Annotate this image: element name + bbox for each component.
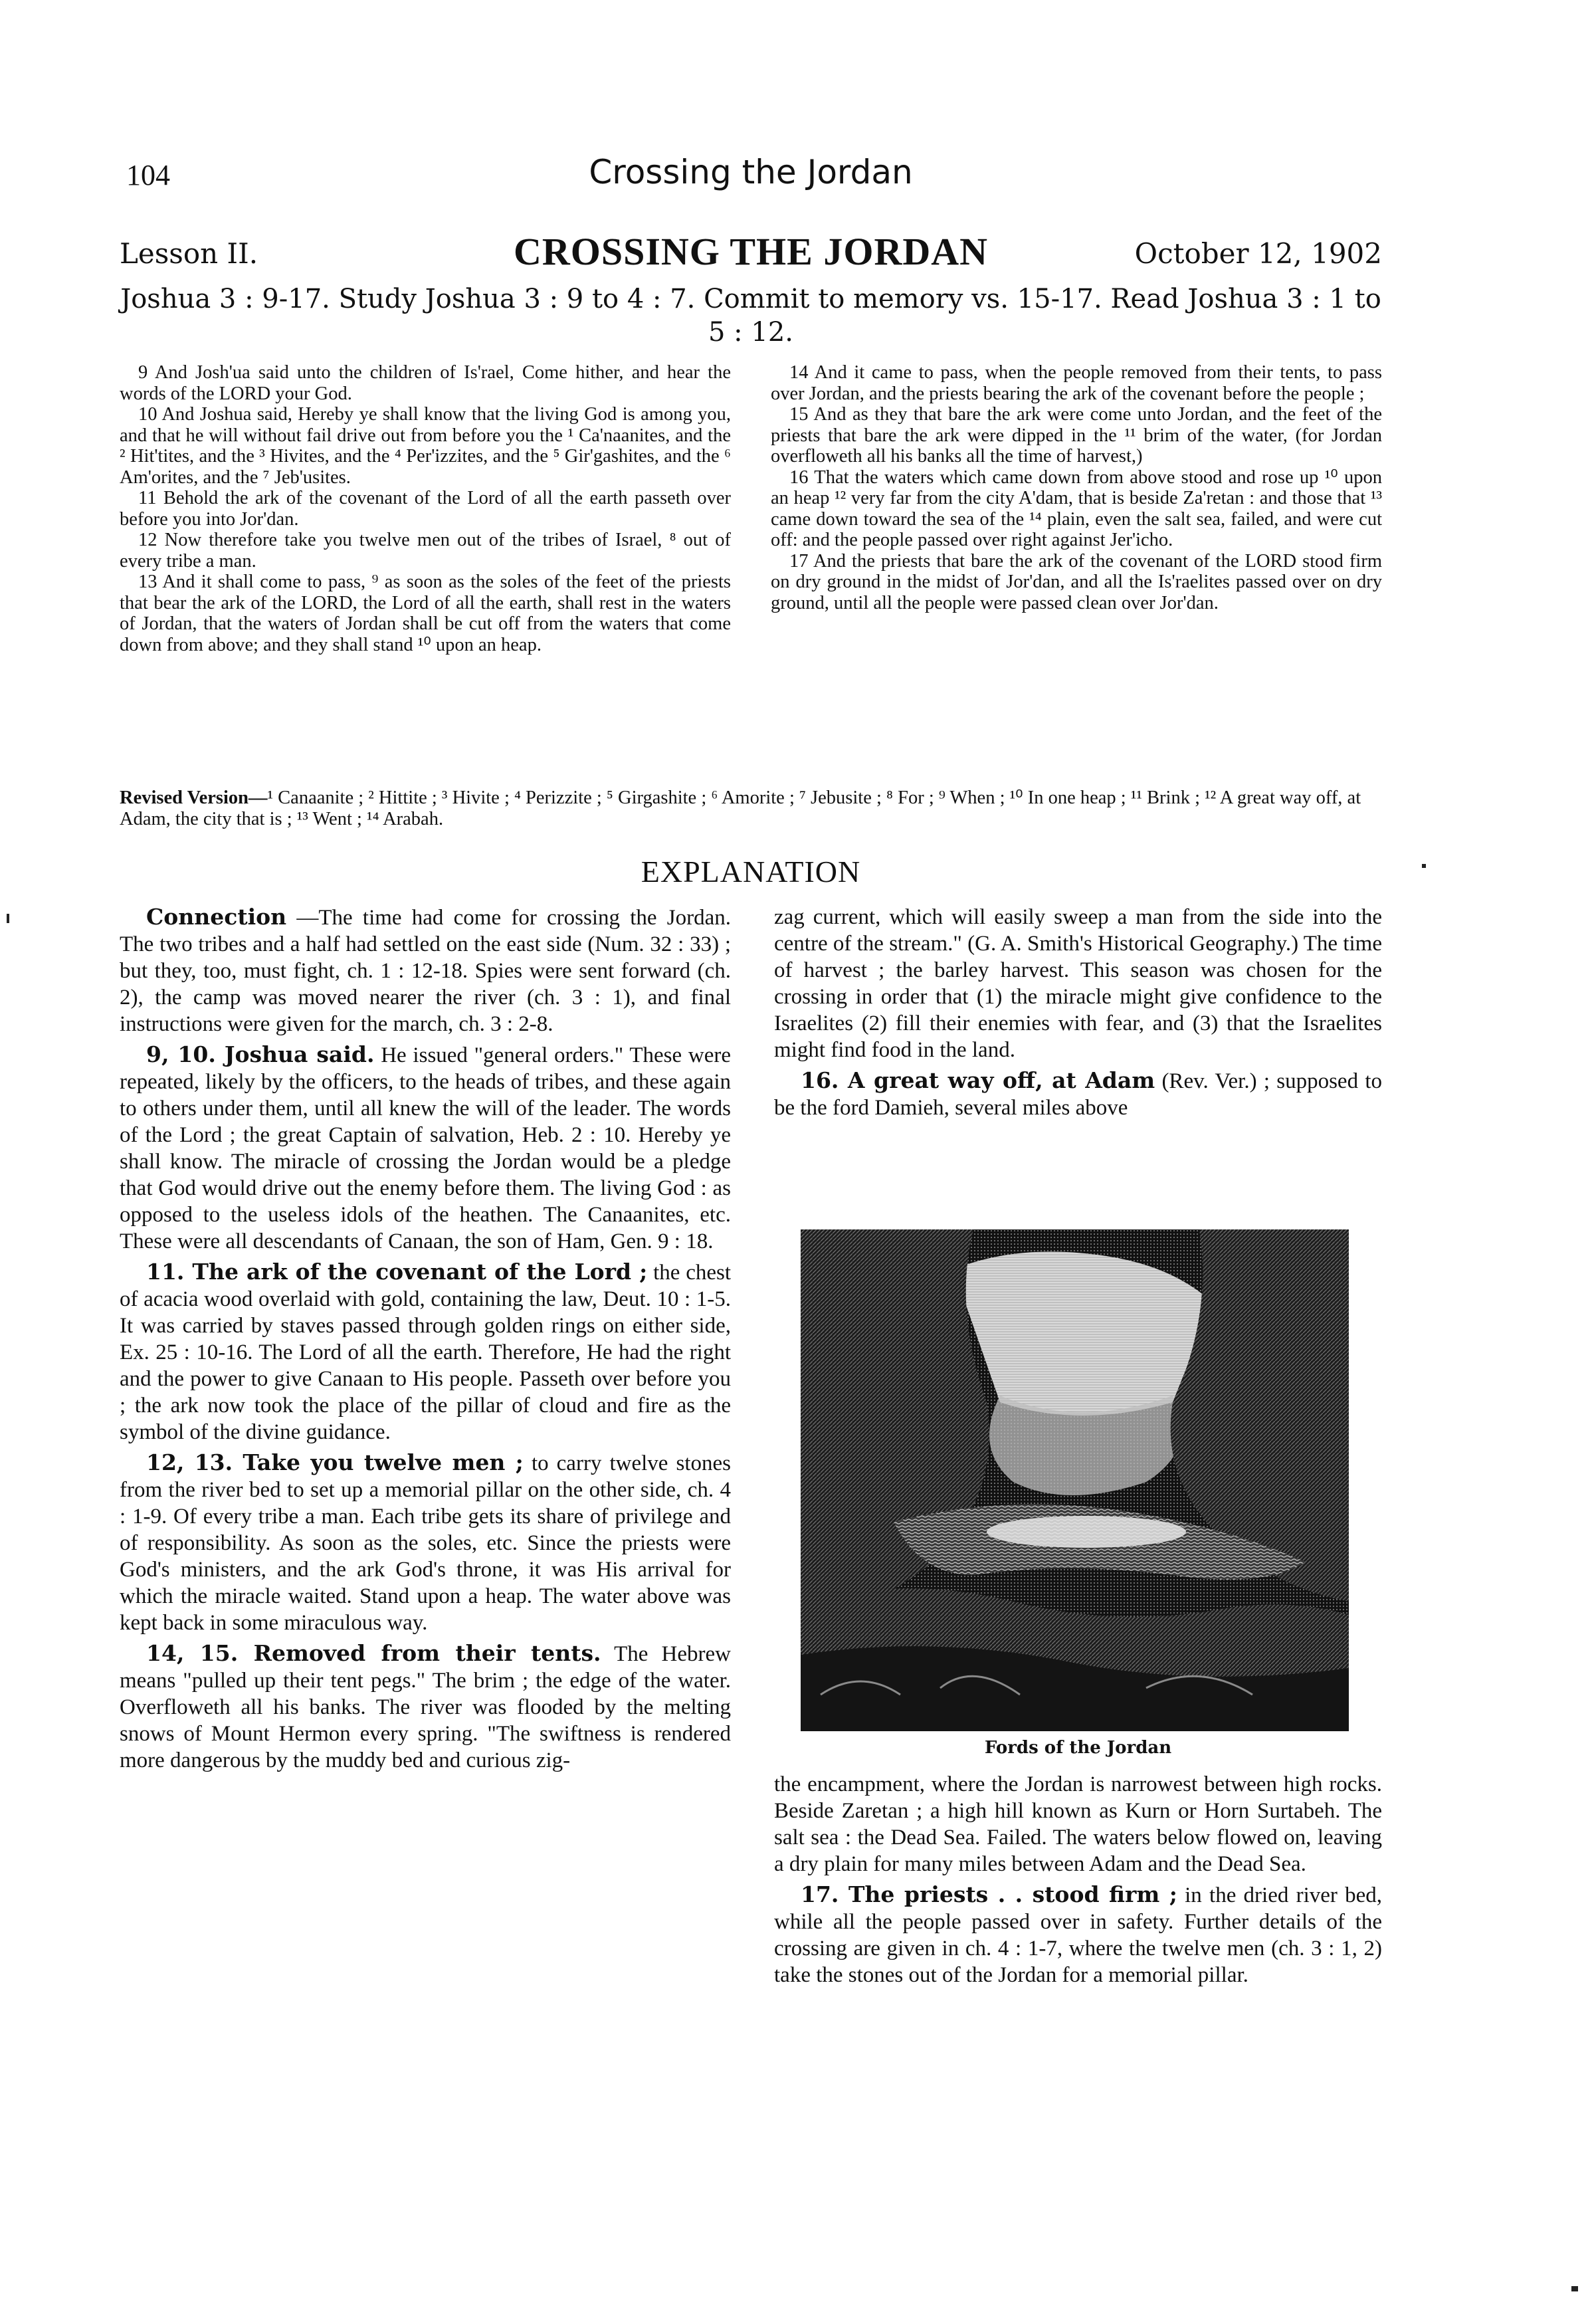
paragraph-lead: 12, 13. Take you twelve men ; — [146, 1449, 524, 1475]
explanation-paragraph — [774, 904, 1382, 1063]
paragraph-text: to carry twelve stones from the river bed to set up a memorial pillar on the other side, ch. 4 : 1-9. Of every tribe a man. Each tribe gets its share of privilege and of responsibility. As soon as the soles, etc. Since the priests were God's ministers, and the ark God's throne, it was His arrival for which the miracle waited. Stand upon a heap. The water above was kept back in some miraculous way. — [120, 1451, 732, 1635]
running-head — [120, 153, 1382, 199]
verse: 9 And Josh'ua said unto the children of Is'rael, Come hither, and hear the words of the LORD your God. — [120, 362, 731, 404]
explanation-paragraph — [120, 1041, 731, 1255]
explanation-column-right-bottom — [774, 1771, 1382, 1992]
paragraph-text: the encampment, where the Jordan is narrowest between high rocks. Beside Zaretan ; a high hill known as Kurn or Horn Surtabeh. The salt sea : the Dead Sea. Failed. The waters below flowed on, leaving a dry plain for many miles between Adam and the Dead Sea. — [774, 1772, 1382, 1876]
scan-speck — [1571, 2286, 1578, 2291]
verse: 14 And it came to pass, when the people removed from their tents, to pass over Jordan, and the priests bearing the ark of the covenant before the people ; — [771, 362, 1382, 404]
explanation-column-left — [120, 904, 731, 1778]
verse: 12 Now therefore take you twelve men out of the tribes of Israel, ⁸ out of every tribe a man. — [120, 530, 731, 572]
explanation-heading: EXPLANATION — [641, 855, 861, 889]
revised-version-label: Revised Version— — [120, 788, 268, 808]
paragraph-text: The Hebrew means "pulled up their tent pegs." The brim ; the edge of the water. Overfloweth all his banks. The river was flooded by the melting snows of Mount Hermon every spring. "The swiftness is rendered more dangerous by the muddy bed and curious zig- — [120, 1642, 731, 1772]
figure-caption: Fords of the Jordan — [984, 1738, 1172, 1758]
paragraph-lead: 17. The priests . . stood firm ; — [801, 1881, 1177, 1907]
scan-speck — [1422, 864, 1426, 868]
paragraph-lead: 11. The ark of the covenant of the Lord ; — [146, 1259, 648, 1285]
explanation-column-right-top — [774, 904, 1382, 1125]
lesson-title: CROSSING THE JORDAN — [513, 230, 989, 273]
paragraph-lead: 9, 10. Joshua said. — [146, 1041, 375, 1067]
scripture-references: Joshua 3 : 9-17. Study Joshua 3 : 9 to 4 : 7. Commit to memory vs. 15-17. Read Joshua 3 : 1 to 5 : 12. — [120, 284, 1381, 348]
scripture-column-right — [771, 362, 1382, 613]
scripture-column-left — [120, 362, 731, 655]
verse: 16 That the waters which came down from above stood and rose up ¹⁰ upon an heap ¹² very far from the city A'dam, that is beside Za'retan : and those that ¹³ came down toward the sea of the ¹⁴ plain, even the salt sea, failed, and were cut off: and the people passed over right against Jer'icho. — [771, 467, 1382, 550]
paragraph-lead: Connection — [146, 904, 287, 930]
lesson-header — [120, 229, 1382, 276]
engraving-illustration — [801, 1229, 1349, 1731]
lesson-date: October 12, 1902 — [1134, 237, 1382, 270]
page-number: 104 — [126, 159, 170, 191]
explanation-paragraph — [120, 1259, 731, 1445]
scripture-passage — [120, 362, 1382, 788]
explanation-paragraph — [120, 1449, 731, 1636]
fords-of-jordan-engraving — [801, 1229, 1349, 1731]
explanation-paragraph — [774, 1067, 1382, 1121]
revised-version-notes — [120, 788, 1382, 830]
paragraph-lead: 16. A great way off, at Adam — [801, 1067, 1155, 1093]
explanation-paragraph — [120, 1640, 731, 1774]
paragraph-text: zag current, which will easily sweep a man from the side into the centre of the stream." (G. A. Smith's Historical Geography.) The time of harvest ; the barley harvest. This season was chosen for the crossing in order that (1) the miracle might give confidence to the Israelites (2) fill their enemies with fear, and (3) that the Israelites might find food in the land. — [774, 905, 1382, 1062]
paragraph-text: in the dried river bed, while all the people passed over in safety. Further details of the crossing are given in ch. 4 : 1-7, where the twelve men (ch. 3 : 1, 2) take the stones out of the Jordan for a memorial pillar. — [774, 1883, 1382, 1987]
paragraph-text: He issued "general orders." These were repeated, likely by the officers, to the heads of tribes, and these again to others under them, until all knew the will of the leader. The words of the Lord ; the great Captain of salvation, Heb. 2 : 10. Hereby ye shall know. The miracle of crossing the Jordan would be a pledge that God would drive out the enemy before them. The living God : as opposed to the useless idols of the heathen. The Canaanites, etc. These were all descendants of Canaan, the son of Ham, Gen. 9 : 18. — [120, 1043, 731, 1253]
paragraph-lead: 14, 15. Removed from their tents. — [146, 1640, 601, 1666]
running-title: Crossing the Jordan — [589, 153, 913, 191]
verse: 13 And it shall come to pass, ⁹ as soon as the soles of the feet of the priests that bear the ark of the LORD, the Lord of all the earth, shall rest in the waters of Jordan, that the waters of Jordan shall be cut off from the waters that come down from above; and they shall stand ¹⁰ upon an heap. — [120, 572, 731, 655]
verse: 15 And as they that bare the ark were come unto Jordan, and the feet of the priests that bare the ark were dipped in the ¹¹ brim of the water, (for Jordan overfloweth all his banks all the time of harvest,) — [771, 404, 1382, 467]
explanation-paragraph — [120, 904, 731, 1037]
lesson-number: Lesson II. — [120, 237, 258, 270]
paragraph-text: the chest of acacia wood overlaid with gold, containing the law, Deut. 10 : 1-5. It was carried by staves passed through golden rings on either side, Ex. 25 : 10-16. The Lord of all the earth. Therefore, He had the right and the power to give Canaan to His people. Passeth over before you ; the ark now took the place of the pillar of cloud and fire as the symbol of the divine guidance. — [120, 1261, 732, 1444]
paragraph-text: (Rev. Ver.) ; supposed to be the ford Damieh, several miles above — [774, 1069, 1382, 1120]
explanation-paragraph — [774, 1771, 1382, 1877]
explanation-paragraph — [774, 1881, 1382, 1988]
verse: 11 Behold the ark of the covenant of the Lord of all the earth passeth over before you into Jor'dan. — [120, 488, 731, 530]
paragraph-text: —The time had come for crossing the Jordan. The two tribes and a half had settled on the east side (Num. 32 : 33) ; but they, too, must fight, ch. 1 : 12-18. Spies were sent forward (ch. 2), the camp was moved nearer the river (ch. 3 : 1), and final instructions were given for the march, ch. 3 : 2-8. — [120, 906, 732, 1036]
scan-speck — [7, 914, 9, 923]
verse: 10 And Joshua said, Hereby ye shall know that the living God is among you, and that he will without fail drive out from before you the ¹ Ca'naanites, and the ² Hit'tites, and the ³ Hivites, and the ⁴ Per'izzites, and the ⁵ Gir'gashites, and the ⁶ Am'orites, and the ⁷ Jeb'usites. — [120, 404, 731, 488]
verse: 17 And the priests that bare the ark of the covenant of the LORD stood firm on dry ground in the midst of Jor'dan, and all the Is'raelites passed over on dry ground, until all the people were passed clean over Jor'dan. — [771, 550, 1382, 613]
revised-version-text: ¹ Canaanite ; ² Hittite ; ³ Hivite ; ⁴ Perizzite ; ⁵ Girgashite ; ⁶ Amorite ; ⁷ Jebusite ; ⁸ For ; ⁹ When ; ¹⁰ In one heap ; ¹¹ Brink ; ¹² A great way off, at Adam, the city that is ; ¹³ Went ; ¹⁴ Arabah. — [120, 788, 1361, 829]
